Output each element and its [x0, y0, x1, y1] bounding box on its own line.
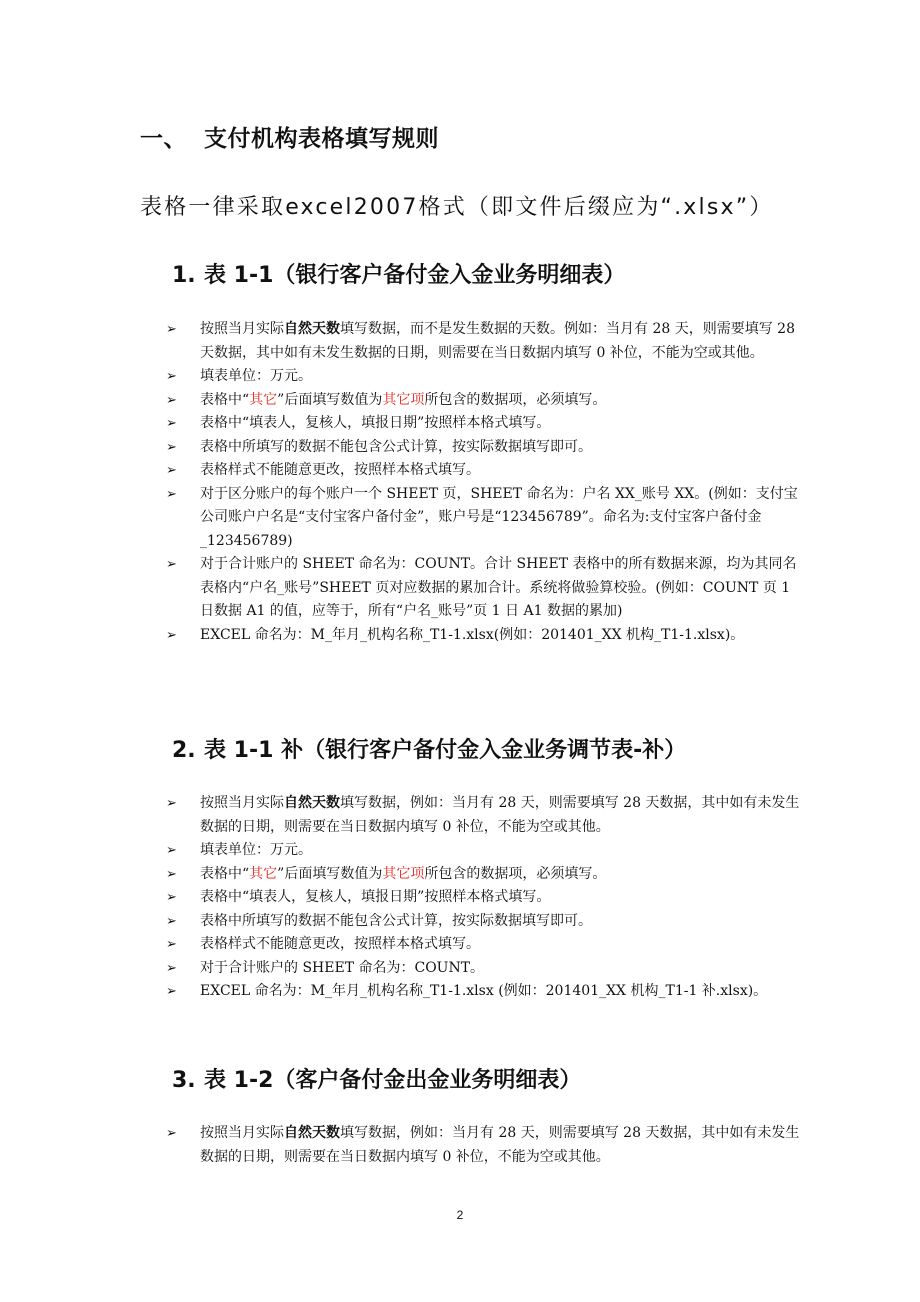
arrow-bullet-icon: ➢: [166, 984, 177, 999]
list-item: ➢ 表格样式不能随意更改，按照样本格式填写。: [166, 933, 806, 957]
arrow-bullet-icon: ➢: [166, 369, 177, 384]
arrow-bullet-icon: ➢: [166, 937, 177, 952]
arrow-bullet-icon: ➢: [166, 843, 177, 858]
arrow-bullet-icon: ➢: [166, 866, 177, 882]
list-item: ➢ 表格中“其它”后面填写数值为其它项所包含的数据项，必须填写。: [166, 389, 806, 413]
section-2-heading: [172, 733, 686, 764]
arrow-bullet-icon: ➢: [166, 913, 177, 929]
list-item: ➢ 表格中所填写的数据不能包含公式计算，按实际数据填写即可。: [166, 910, 806, 934]
arrow-bullet-icon: ➢: [166, 1126, 177, 1141]
arrow-bullet-icon: ➢: [166, 960, 177, 976]
emphasis-text: 自然天数: [284, 321, 340, 337]
arrow-bullet-icon: ➢: [166, 486, 177, 502]
section-3-number: 3.: [172, 1068, 196, 1093]
section-3-heading: [172, 1063, 581, 1094]
format-intro: 表格一律采取excel2007格式（即文件后缀应为“.xlsx”）: [140, 195, 774, 220]
highlight-text: 其它项: [382, 391, 425, 408]
arrow-bullet-icon: ➢: [166, 322, 177, 337]
section-2-title: 表 1-1 补（银行客户备付金入金业务调节表-补）: [204, 738, 687, 763]
list-item: ➢ 按照当月实际自然天数填写数据，例如：当月有 28 天，则需要填写 28 天数据，其中如有未发生数据的日期，则需要在当日数据内填写 0 补位，不能为空或其他。: [166, 792, 806, 839]
list-item: ➢ 表格中“填表人，复核人，填报日期”按照样本格式填写。: [166, 886, 806, 910]
list-item: ➢ 对于区分账户的每个账户一个 SHEET 页，SHEET 命名为：户名 XX_账号 XX。(例如：支付宝公司账户户名是“支付宝客户备付金”，账户号是“123456789”。命名为:支付宝客户备付金_123456789): [166, 483, 806, 554]
section-3-rules: [166, 1122, 806, 1169]
list-item: ➢ 表格中所填写的数据不能包含公式计算，按实际数据填写即可。: [166, 436, 806, 460]
highlight-text: 其它: [249, 865, 278, 882]
list-item: ➢ EXCEL 命名为：M_年月_机构名称_T1-1.xlsx (例如：201401_XX 机构_T1-1 补.xlsx)。: [166, 980, 806, 1004]
arrow-bullet-icon: ➢: [166, 627, 177, 643]
arrow-bullet-icon: ➢: [166, 463, 177, 478]
emphasis-text: 自然天数: [284, 795, 340, 811]
list-item: ➢ 按照当月实际自然天数填写数据，而不是发生数据的天数。例如：当月有 28 天，则需要填写 28 天数据，其中如有未发生数据的日期，则需要在当日数据内填写 0 补位，不能为空或其他。: [166, 318, 806, 365]
list-item: ➢ 填表单位：万元。: [166, 365, 806, 389]
list-item: ➢ 表格中“其它”后面填写数值为其它项所包含的数据项，必须填写。: [166, 863, 806, 887]
section-2-rules: [166, 792, 806, 1004]
emphasis-text: 自然天数: [284, 1125, 340, 1141]
list-item: ➢ 按照当月实际自然天数填写数据，例如：当月有 28 天，则需要填写 28 天数据，其中如有未发生数据的日期，则需要在当日数据内填写 0 补位，不能为空或其他。: [166, 1122, 806, 1169]
section-1-heading: [172, 258, 625, 289]
arrow-bullet-icon: ➢: [166, 557, 177, 572]
arrow-bullet-icon: ➢: [166, 439, 177, 455]
list-item: ➢ 对于合计账户的 SHEET 命名为：COUNT。合计 SHEET 表格中的所有数据来源，均为其同名表格内“户名_账号”SHEET 页对应数据的累加合计。系统将做验算校验。(例如：COUNT 页 1 日数据 A1 的值，应等于，所有“户名_账号”页 1 日 A1 数据的累加): [166, 553, 806, 624]
main-heading: [140, 120, 439, 153]
page-number: 2: [456, 1208, 464, 1222]
arrow-bullet-icon: ➢: [166, 890, 177, 905]
list-item: ➢ 填表单位：万元。: [166, 839, 806, 863]
section-2-number: 2.: [172, 738, 196, 763]
main-heading-number: 一、: [140, 126, 187, 152]
section-3-title: 表 1-2（客户备付金出金业务明细表）: [204, 1068, 582, 1093]
list-item: ➢ 对于合计账户的 SHEET 命名为：COUNT。: [166, 957, 806, 981]
section-1-rules: [166, 318, 806, 647]
section-1-title: 表 1-1（银行客户备付金入金业务明细表）: [204, 263, 626, 288]
arrow-bullet-icon: ➢: [166, 796, 177, 811]
arrow-bullet-icon: ➢: [166, 416, 177, 431]
highlight-text: 其它项: [382, 865, 425, 882]
list-item: ➢ 表格中“填表人，复核人，填报日期”按照样本格式填写。: [166, 412, 806, 436]
main-heading-text: 支付机构表格填写规则: [204, 126, 439, 152]
highlight-text: 其它: [249, 391, 278, 408]
list-item: ➢ 表格样式不能随意更改，按照样本格式填写。: [166, 459, 806, 483]
section-1-number: 1.: [172, 263, 196, 288]
arrow-bullet-icon: ➢: [166, 392, 177, 408]
list-item: ➢ EXCEL 命名为：M_年月_机构名称_T1-1.xlsx(例如：201401_XX 机构_T1-1.xlsx)。: [166, 624, 806, 648]
